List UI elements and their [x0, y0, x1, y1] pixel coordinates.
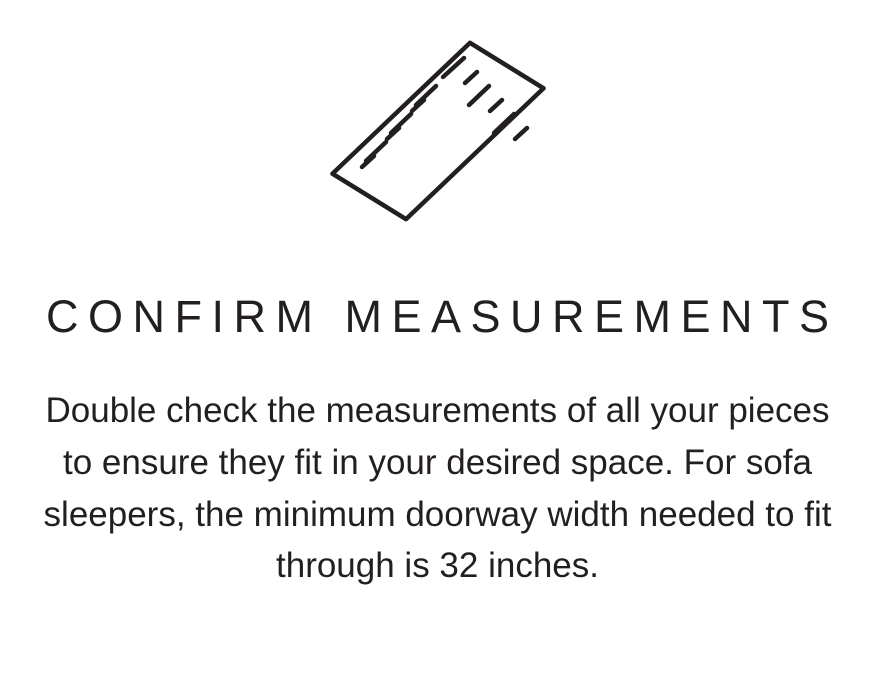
page-title: CONFIRM MEASUREMENTS [45, 291, 839, 342]
icon-container [28, 26, 847, 236]
body-text: Double check the measurements of all your pieces to ensure they fit in your desired space. For sofa sleepers, the minimum doorway width needed to fit through is 32 inches. [43, 391, 832, 586]
ruler-icon [323, 36, 553, 226]
